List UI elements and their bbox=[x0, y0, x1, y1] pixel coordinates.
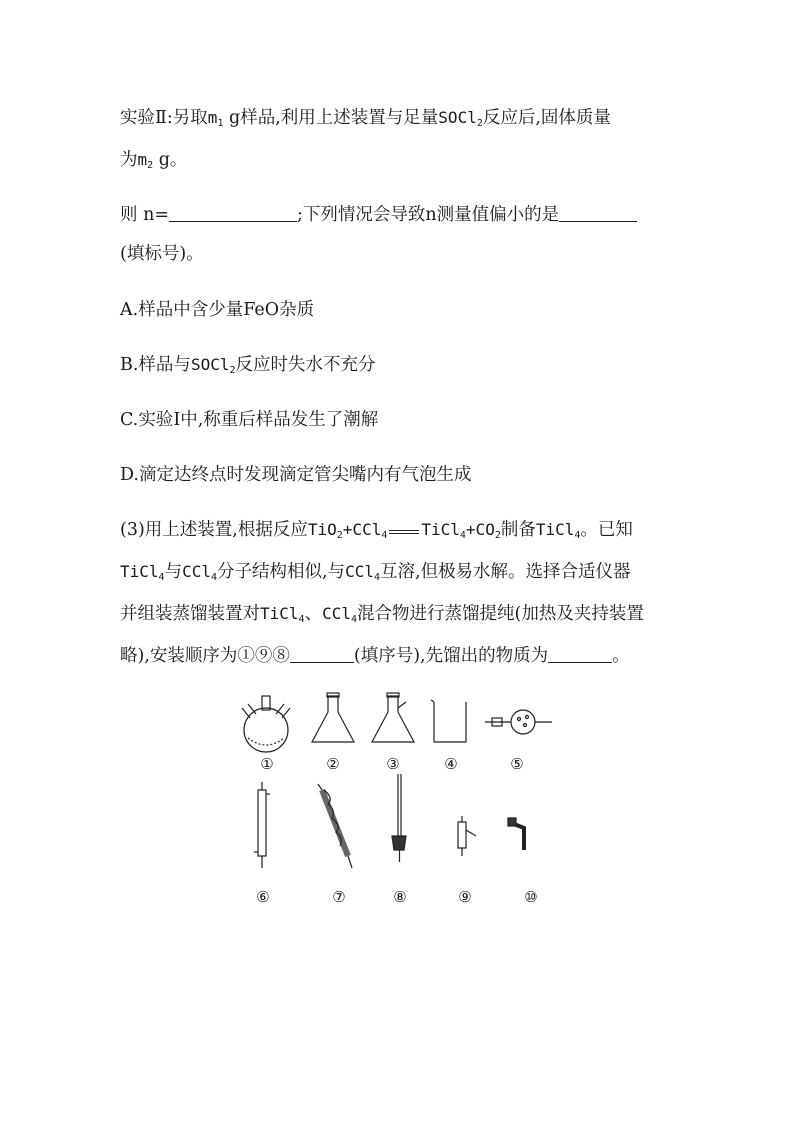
apparatus-figure bbox=[230, 690, 570, 910]
option-d: D.滴定达终点时发现滴定管尖嘴内有气泡生成 bbox=[120, 465, 472, 485]
label-8: ⑧ bbox=[393, 888, 407, 906]
label-6: ⑥ bbox=[256, 888, 270, 906]
text: B.样品与 bbox=[120, 355, 191, 375]
equals-sign bbox=[387, 525, 421, 537]
text: 略),安装顺序为①⑨⑧ bbox=[120, 646, 290, 666]
answer-blank-n[interactable] bbox=[169, 203, 297, 222]
formula: CCl$_4$ bbox=[345, 562, 380, 583]
text: g样品,利用上述装置与足量 bbox=[223, 108, 439, 128]
label-7: ⑦ bbox=[332, 888, 346, 906]
formula: TiCl$_4$ bbox=[120, 562, 165, 583]
label-2: ② bbox=[326, 755, 340, 773]
answer-blank-order[interactable] bbox=[290, 644, 354, 663]
m1: $m_1$ bbox=[207, 108, 224, 129]
fill-hint: (填标号)。 bbox=[120, 244, 204, 264]
answer-blank-distillate[interactable] bbox=[548, 644, 612, 663]
label-9: ⑨ bbox=[458, 888, 472, 906]
text: (填序号),先馏出的物质为 bbox=[353, 646, 549, 666]
formula: CCl$_4$ bbox=[322, 604, 357, 625]
q3-line4 bbox=[120, 644, 630, 668]
formula: TiCl$_4$ bbox=[260, 604, 305, 625]
formula: TiCl$_4$ bbox=[535, 520, 581, 541]
text: 。已知 bbox=[580, 520, 633, 540]
coil-condenser-icon bbox=[318, 784, 352, 868]
label-3: ③ bbox=[386, 755, 400, 773]
thermometer-icon bbox=[392, 774, 406, 862]
text: 混合物进行蒸馏提纯(加热及夹持装置 bbox=[357, 604, 644, 624]
text: 并组装蒸馏装置对 bbox=[120, 604, 260, 624]
formula: TiO$_2$+CCl$_4$ bbox=[307, 520, 388, 541]
text: g。 bbox=[153, 150, 188, 170]
straight-condenser-icon bbox=[254, 782, 270, 868]
text: 。 bbox=[612, 646, 630, 666]
socl2: SOCl$_2$ bbox=[190, 355, 236, 376]
drying-tube-icon bbox=[485, 710, 552, 734]
apparatus-drawing bbox=[230, 690, 570, 910]
suction-flask-icon bbox=[372, 693, 414, 742]
three-neck-flask-icon bbox=[242, 696, 290, 752]
text: 与 bbox=[164, 562, 183, 582]
beaker-icon bbox=[431, 700, 466, 742]
label-4: ④ bbox=[444, 755, 458, 773]
distillation-adapter-icon bbox=[458, 816, 476, 856]
bent-adapter-icon bbox=[508, 818, 524, 850]
text: 制备 bbox=[500, 520, 536, 540]
text: 实验Ⅱ:另取 bbox=[120, 108, 208, 128]
text: 反应后,固体质量 bbox=[482, 108, 611, 128]
m2: $m_2$ bbox=[137, 150, 154, 171]
text: 分子结构相似,与 bbox=[217, 562, 346, 582]
text: 为 bbox=[120, 150, 138, 170]
text: 反应时失水不充分 bbox=[235, 355, 376, 375]
exp2-line bbox=[120, 106, 611, 136]
text: 、 bbox=[304, 604, 323, 624]
text: ;下列情况会导致n测量值偏小的是 bbox=[297, 205, 560, 225]
text: 互溶,但极易水解。选择合适仪器 bbox=[380, 562, 631, 582]
socl2: SOCl$_2$ bbox=[438, 108, 483, 129]
label-1: ① bbox=[260, 755, 274, 773]
n-question-line bbox=[120, 203, 637, 227]
option-b bbox=[120, 353, 376, 383]
label-10: ⑩ bbox=[524, 888, 538, 906]
exp2-line-b bbox=[120, 148, 187, 178]
text: (3)用上述装置,根据反应 bbox=[120, 520, 308, 540]
option-c: C.实验Ⅰ中,称重后样品发生了潮解 bbox=[120, 410, 379, 430]
conical-flask-icon bbox=[312, 693, 354, 742]
option-a: A.样品中含少量FeO杂质 bbox=[120, 300, 315, 320]
text: 则 n= bbox=[120, 205, 169, 225]
q3-line1 bbox=[120, 518, 633, 548]
formula: $TiCl_4+CO_2$ bbox=[421, 520, 501, 541]
answer-blank-option[interactable] bbox=[559, 203, 637, 222]
label-5: ⑤ bbox=[510, 755, 524, 773]
formula: CCl$_4$ bbox=[182, 562, 217, 583]
q3-line3 bbox=[120, 602, 644, 632]
q3-line2 bbox=[120, 560, 631, 590]
